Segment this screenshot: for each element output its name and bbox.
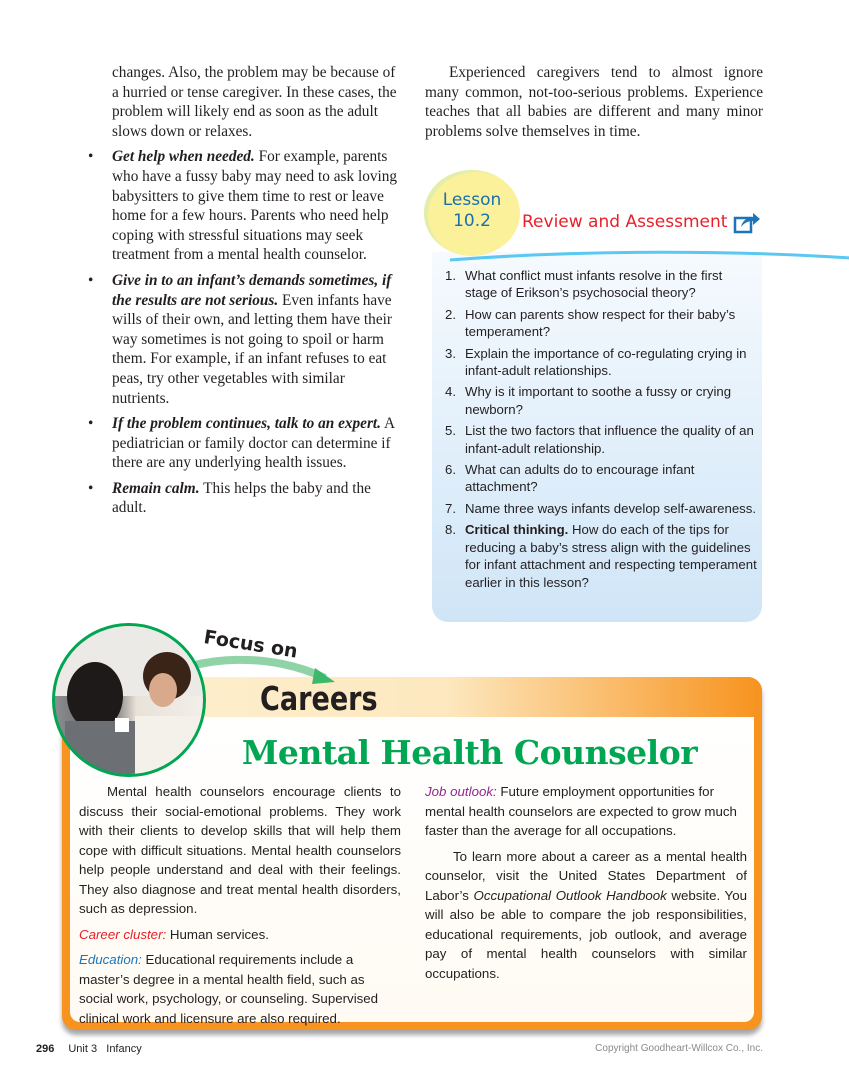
outlook-text: Future employment opportunities for mental health counselors are expected to grow much faster than the average for all occupations.: [425, 784, 737, 838]
bullet-icon: •: [88, 148, 94, 166]
lesson-number: 10.2: [453, 211, 491, 231]
learn-more: [425, 847, 747, 984]
job-outlook: [425, 782, 747, 841]
share-icon[interactable]: [733, 211, 761, 235]
question-number: 1.: [445, 268, 456, 283]
page-footer: [36, 1043, 763, 1055]
question-lead: Critical thinking.: [465, 522, 569, 538]
intro-paragraph: changes. Also, the problem may be because of a hurried or tense caregiver. In these cases, the problem will likely end as soon as the adult slows down or relaxes.: [112, 64, 397, 140]
unit-label: Unit 3 Infancy: [68, 1043, 142, 1055]
question-number: 3.: [445, 345, 456, 361]
bullet-icon: •: [88, 271, 94, 289]
bullet-item: [88, 271, 402, 408]
cluster-text: Human services.: [166, 926, 269, 942]
bullet-lead: Remain calm.: [112, 479, 200, 497]
education-text: Educational requirements include a master’s degree in a mental health field, such as social work, psychology, or counseling. Supervised clinical work and licensure are also required.: [79, 952, 379, 1026]
careers-intro: Mental health counselors encourage clients to discuss their social-emotional problems. They work with their clients to develop skills that will help them cope with difficult situations. Mental health counselors help people understand and deal with their feelings. They also diagnose and treat mental health disorders, such as depression.: [79, 784, 401, 916]
bullet-icon: •: [88, 415, 94, 433]
question-number: 4.: [445, 384, 456, 400]
bullet-lead: Get help when needed.: [112, 148, 255, 166]
question-number: 2.: [445, 306, 456, 322]
question-text: Name three ways infants develop self-awareness.: [465, 500, 757, 516]
copyright: Copyright Goodheart-Willcox Co., Inc.: [595, 1043, 763, 1054]
outlook-label: Job outlook:: [425, 784, 497, 799]
bullet-item: [88, 414, 402, 473]
handbook-title: Occupational Outlook Handbook: [473, 887, 667, 903]
right-column-paragraph: Experienced caregivers tend to almost ignore many common, not-too-serious problems. Experience teaches that all babies are different and many minor problems solve themselves in time.: [425, 64, 763, 140]
question-number: 7.: [445, 500, 456, 516]
question-text: What can adults do to encourage infant attachment?: [465, 462, 695, 495]
focus-on-label: Focus on: [202, 626, 300, 663]
review-questions: [440, 267, 758, 595]
question-item: [440, 521, 758, 591]
question-item: [440, 500, 758, 517]
bullet-text: Even infants have wills of their own, and letting them have their way sometimes is not going to spoil or harm them. For example, if an infant refuses to eat peas, try other vegetables with similar nutrients.: [112, 291, 392, 407]
bullet-item: [88, 479, 402, 518]
question-number: 6.: [445, 462, 456, 478]
page-number: 296: [36, 1043, 55, 1055]
bullet-item: [88, 147, 402, 265]
bullet-text: A pediatrician or family doctor can determine if there are any underlying health issues.: [112, 415, 395, 472]
learn-more-text: To learn more about a career as a mental health counselor, visit the United States Department of Labor’s: [425, 848, 747, 903]
education: [79, 950, 401, 1028]
bullet-lead: Give in to an infant’s demands sometimes, if the results are not serious.: [112, 271, 392, 309]
question-text: How can parents show respect for their baby’s temperament?: [465, 306, 736, 340]
bullet-lead: If the problem continues, talk to an expert.: [112, 415, 381, 433]
bullet-text: This helps the baby and the adult.: [112, 479, 371, 517]
question-text: Explain the importance of co-regulating crying in infant-adult relationships.: [465, 345, 747, 379]
question-item: [440, 345, 758, 380]
question-text: Why is it important to soothe a fussy or crying newborn?: [465, 384, 732, 417]
career-title: Mental Health Counselor: [241, 733, 698, 772]
question-item: [440, 267, 758, 302]
careers-label: Careers: [260, 679, 378, 718]
career-cluster: [79, 925, 401, 945]
careers-right-column: [425, 782, 747, 989]
bullet-text: For example, parents who have a fussy baby may need to ask loving babysitters to give them time to rest or leave home for a few hours. Parents who need help coping with stressful situations may seek treatment from a mental health counselor.: [112, 148, 398, 264]
learn-more-text-end: website. You will also be able to compare the job responsibilities, educational requirements, job outlook, and average pay of mental health counselors with similar occupations.: [425, 887, 747, 981]
education-label: Education:: [79, 952, 142, 967]
left-column: [88, 63, 402, 518]
lesson-word: Lesson: [442, 190, 502, 210]
careers-left-column: [79, 782, 401, 1034]
review-title: Review and Assessment: [522, 212, 728, 232]
cluster-label: Career cluster:: [79, 926, 167, 942]
question-item: [440, 422, 758, 457]
question-text: List the two factors that influence the quality of an infant-adult relationship.: [465, 423, 754, 456]
lesson-badge: [424, 170, 520, 256]
question-item: [440, 383, 758, 418]
question-text: How do each of the tips for reducing a baby’s stress align with the guidelines for infant attachment and respecting temperament earlier in this lesson?: [465, 522, 757, 590]
question-item: [440, 461, 758, 496]
bullet-icon: •: [88, 479, 94, 497]
question-item: [440, 306, 758, 341]
question-number: 8.: [445, 522, 456, 538]
question-text: What conflict must infants resolve in the first stage of Erikson’s psychosocial theory?: [465, 268, 723, 301]
question-number: 5.: [445, 423, 456, 439]
